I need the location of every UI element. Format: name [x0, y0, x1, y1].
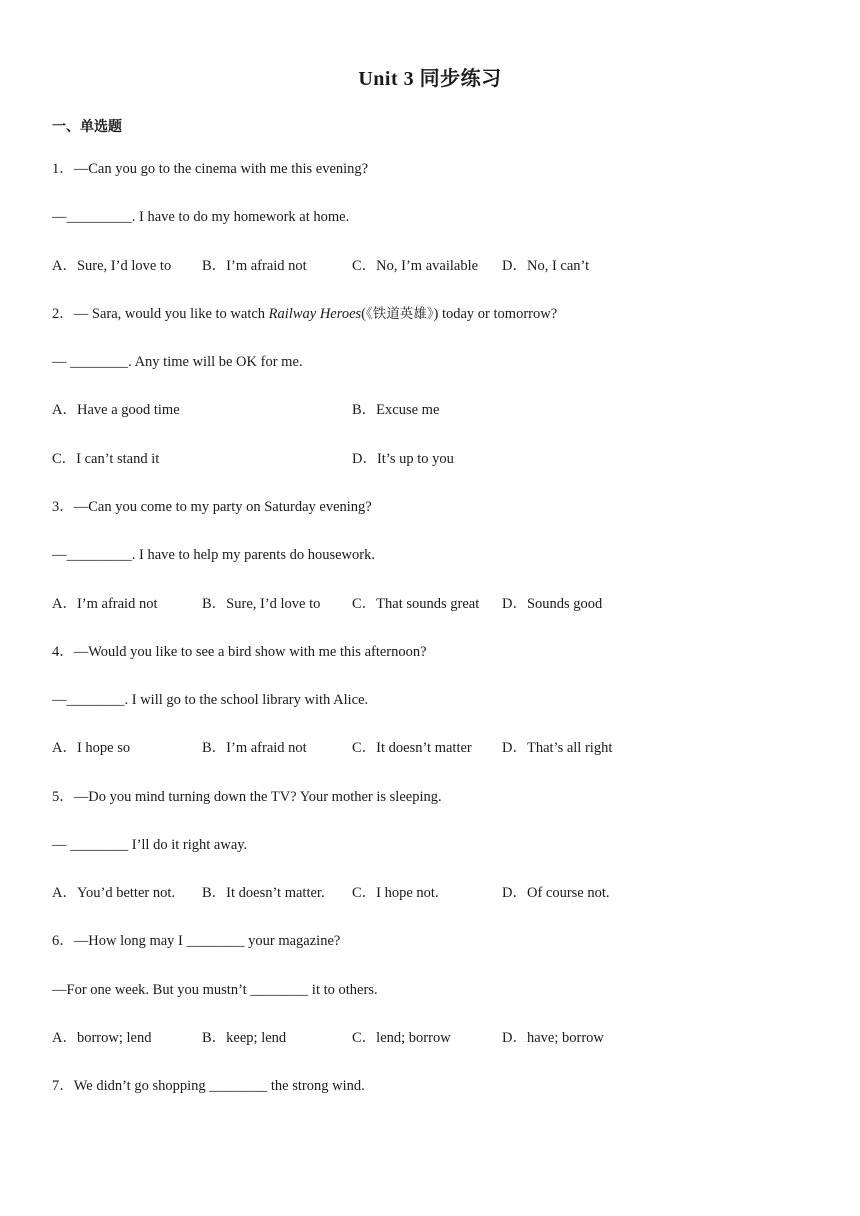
question-3-option-c: C．That sounds great: [352, 596, 480, 612]
question-4-option-c: C．It doesn’t matter: [352, 740, 472, 756]
question-6-option-c: C．lend; borrow: [352, 1030, 451, 1046]
question-5-option-b: B．It doesn’t matter.: [202, 885, 325, 901]
question-7-stem: 7．We didn’t go shopping ________ the strong wind.: [52, 1078, 365, 1094]
question-2-stem-paren: (: [361, 306, 367, 322]
question-1-reply: —_________. I have to do my homework at home.: [52, 209, 350, 225]
question-1-option-b: B．I’m afraid not: [202, 258, 307, 274]
question-2-option-a: A．Have a good time: [52, 402, 180, 418]
question-4-stem: 4．—Would you like to see a bird show with me this afternoon?: [52, 644, 427, 660]
question-6-stem: 6．—How long may I ________ your magazine?: [52, 933, 341, 949]
question-2-stem-tail: ) today or tomorrow?: [433, 306, 558, 322]
question-6-option-b: B．keep; lend: [202, 1030, 287, 1046]
question-4-reply: —________. I will go to the school library with Alice.: [52, 692, 369, 708]
section-heading: 一、单选题: [52, 119, 122, 135]
question-6-option-d: D．have; borrow: [502, 1030, 604, 1046]
question-4-option-a: A．I hope so: [52, 740, 131, 756]
question-3-option-b: B．Sure, I’d love to: [202, 596, 321, 612]
page-title: Unit 3 同步练习: [358, 68, 502, 90]
question-5-option-c: C．I hope not.: [352, 885, 439, 901]
question-5-option-a: A．You’d better not.: [52, 885, 175, 901]
question-2-stem: [52, 305, 557, 323]
question-5-reply: — ________ I’ll do it right away.: [52, 837, 248, 853]
question-2-reply: — ________. Any time will be OK for me.: [52, 354, 303, 370]
question-3-reply: —_________. I have to help my parents do housework.: [52, 547, 375, 563]
question-5-option-d: D．Of course not.: [502, 885, 610, 901]
question-1-stem: 1．—Can you go to the cinema with me this evening?: [52, 161, 369, 177]
question-3-stem: 3．—Can you come to my party on Saturday evening?: [52, 499, 372, 515]
question-1-option-c: C．No, I’m available: [352, 258, 479, 274]
question-2-stem-title: Railway Heroes: [268, 306, 362, 322]
question-3-option-d: D．Sounds good: [502, 596, 603, 612]
question-1-option-d: D．No, I can’t: [502, 258, 590, 274]
question-1-option-a: A．Sure, I’d love to: [52, 258, 172, 274]
question-4-option-d: D．That’s all right: [502, 740, 613, 756]
question-2-stem-cn-title: 《铁道英雄》: [366, 306, 434, 322]
question-2-option-c: C．I can’t stand it: [52, 451, 160, 467]
question-5-stem: 5．—Do you mind turning down the TV? Your mother is sleeping.: [52, 789, 442, 805]
question-2-option-b: B．Excuse me: [352, 402, 440, 418]
question-4-option-b: B．I’m afraid not: [202, 740, 307, 756]
question-2-option-d: D．It’s up to you: [352, 451, 454, 467]
question-6-option-a: A．borrow; lend: [52, 1030, 152, 1046]
question-6-reply: —For one week. But you mustn’t ________ it to others.: [52, 982, 378, 998]
question-2-stem-text: 2．— Sara, would you like to watch: [52, 306, 269, 322]
question-3-option-a: A．I’m afraid not: [52, 596, 158, 612]
